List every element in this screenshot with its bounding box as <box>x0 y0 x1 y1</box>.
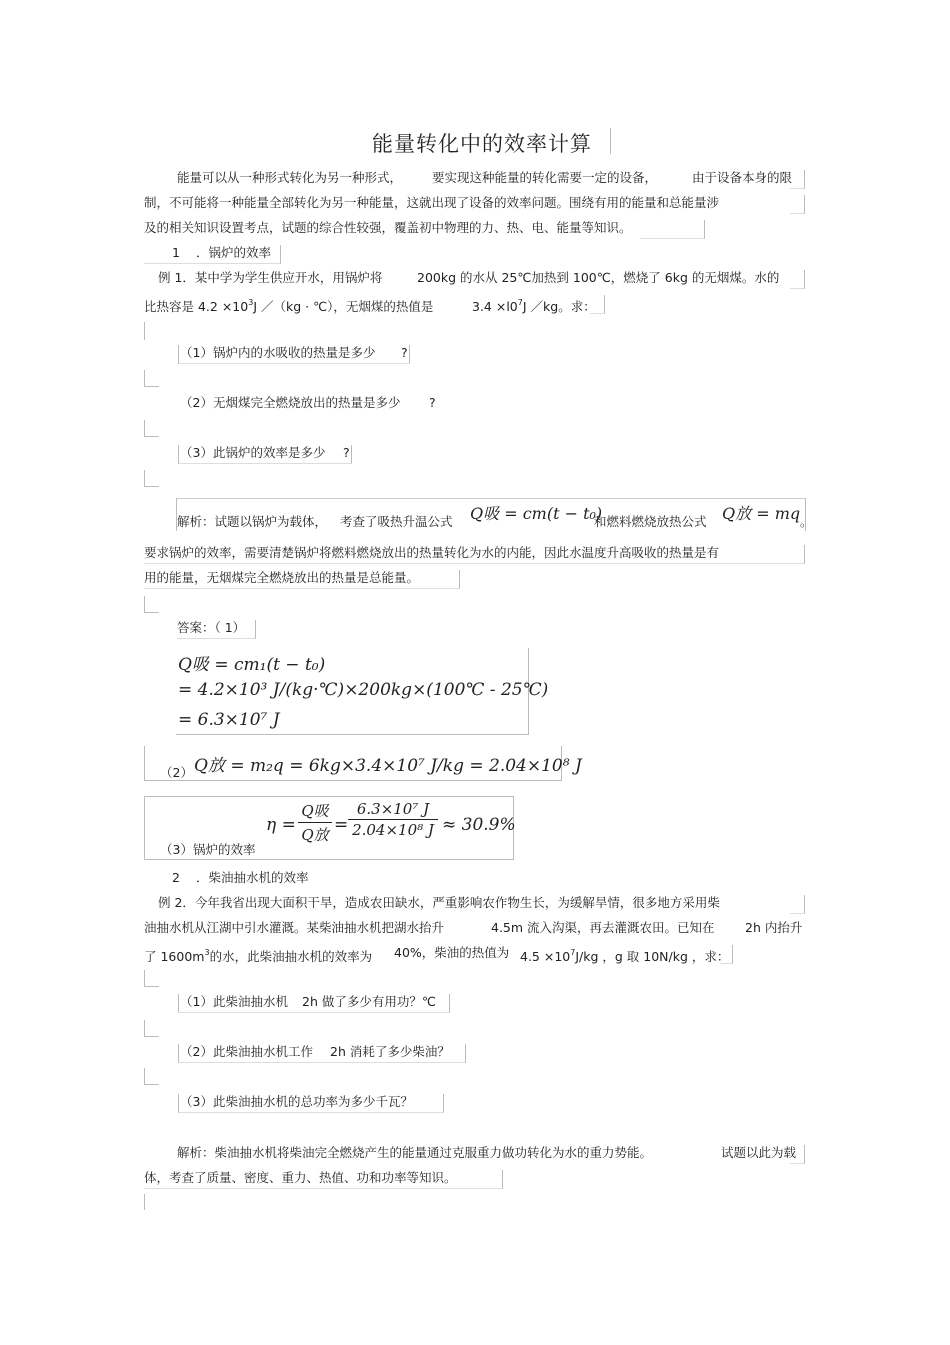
question1-1-mark: ? <box>401 345 408 360</box>
line-frame <box>144 545 805 564</box>
question1-2-mark: ? <box>429 395 436 410</box>
exp-7: 7 <box>517 298 523 307</box>
fraction-q-den: Q放 <box>301 826 329 844</box>
section1-heading: ．锅炉的效率 <box>196 245 272 260</box>
example1-line2-a: 比热容是 4.2 ×10 <box>144 299 249 314</box>
fraction-q <box>298 800 332 845</box>
question2-2-a: （2）此柴油抽水机工作 <box>180 1044 313 1059</box>
example2-line3-a: 了 $1600m^3$的水，此柴油抽水机的效率为 <box>144 948 373 964</box>
line-frame <box>790 895 805 914</box>
analysis1-c: 和燃料燃烧放热公式 <box>594 514 707 529</box>
example2-line3-c: 40%，柴油的热值为 <box>394 945 510 960</box>
fraction-q-num: Q吸 <box>301 802 329 820</box>
answer-label: 答案：（ 1） <box>177 620 246 635</box>
line-frame <box>144 1170 503 1189</box>
example2-line2-a: 油抽水机从江湖中引水灌溉。某柴油抽水机把湖水抬升 <box>144 920 445 935</box>
margin-tick <box>144 420 159 437</box>
question2-1-b: 2h 做了多少有用功？℃ <box>302 994 436 1009</box>
exp-3: 3 <box>204 948 210 957</box>
answer1-line2: = 4.2×10³ J/(kg·℃)×200kg×(100℃ - 25℃) <box>178 680 549 700</box>
example2-line1: 例 2．今年我省出现大面积干旱，造成农田缺水，严重影响农作物生长，为缓解旱情，很多地方采用柴 <box>158 895 720 910</box>
intro-line2: 制，不可能将一种能量全部转化为另一种能量，这就出现了设备的效率问题。围绕有用的能量和总能量涉 <box>144 195 720 210</box>
line-frame <box>640 220 705 239</box>
fraction-values <box>348 800 438 839</box>
intro-line1-c: 由于设备本身的限 <box>692 170 793 185</box>
line-frame <box>720 945 733 964</box>
line-frame <box>790 195 805 214</box>
analysis2-line2: 体，考查了质量、密度、重力、热值、功和功率等知识。 <box>144 1170 457 1185</box>
formula-release: Q放 = mq <box>722 504 801 523</box>
example1-line2 <box>144 295 433 315</box>
intro-line1-a: 能量可以从一种形式转化为另一种形式， <box>177 170 403 185</box>
line-frame <box>178 1094 444 1113</box>
example2-line2-c: 2h 内抬升 <box>745 920 803 935</box>
fraction-bar <box>298 822 332 823</box>
line-frame <box>178 1044 466 1063</box>
question2-1-a: （1）此柴油抽水机 <box>180 994 288 1009</box>
line-frame <box>790 1145 805 1164</box>
analysis1-b: 考查了吸热升温公式 <box>340 514 453 529</box>
margin-tick <box>144 322 159 340</box>
section2-heading: ．柴油抽水机的效率 <box>196 870 309 885</box>
answer1-line3: = 6.3×10⁷ J <box>178 710 280 730</box>
analysis1-a: 解析：试题以锅炉为载体， <box>177 514 328 529</box>
line-frame <box>178 445 352 464</box>
line-frame <box>144 570 460 589</box>
analysis2-b: 试题以此为载 <box>721 1145 797 1160</box>
answer2-label: （2） <box>160 765 193 780</box>
line-frame <box>790 270 805 289</box>
example2-line2-b: 4.5m 流入沟渠，再去灌溉农田。已知在 <box>491 920 715 935</box>
line-frame <box>177 620 256 639</box>
margin-tick <box>144 970 159 987</box>
line-frame <box>590 295 605 314</box>
page-title: 能量转化中的效率计算 <box>372 132 592 156</box>
example1-line1-a: 例 1．某中学为学生供应开水，用锅炉将 <box>158 270 383 285</box>
exp-7: 7 <box>570 948 576 957</box>
answer3-label: （3）锅炉的效率 <box>160 842 256 857</box>
margin-tick <box>144 1020 159 1037</box>
question2-2-b: 2h 消耗了多少柴油？ <box>330 1044 450 1059</box>
analysis1-line3: 用的能量，无烟煤完全燃烧放出的热量是总能量。 <box>144 570 420 585</box>
analysis2-a: 解析：柴油抽水机将柴油完全燃烧产生的能量通过克服重力做功转化为水的重力势能。 <box>177 1145 653 1160</box>
line-frame <box>178 994 450 1013</box>
fraction-values-num: 6.3×10⁷ J <box>356 800 430 818</box>
answer3-result: ≈ 30.9% <box>442 815 516 835</box>
example1-line2-c: $3.4 \times l0^7J$ ／kg。求： <box>472 298 596 314</box>
intro-line1-b: 要实现这种能量的转化需要一定的设备， <box>432 170 658 185</box>
line-frame <box>790 170 805 189</box>
section1-number: 1 <box>172 245 180 260</box>
intro-line3: 及的相关知识设置考点，试题的综合性较强，覆盖初中物理的力、热、电、能量等知识。 <box>144 220 632 235</box>
question1-2: （2）无烟煤完全燃烧放出的热量是多少 <box>180 395 401 410</box>
line-frame <box>178 345 410 364</box>
analysis1-dot: 。 <box>800 514 813 529</box>
exp-3: 3 <box>248 298 254 307</box>
example2-line3-d: $4.5 \times 10^7J/kg$ ，g 取 10N/kg ，求： <box>520 948 730 964</box>
title-frame <box>600 128 611 154</box>
formula-absorb: Q吸 = cm(t − t₀) <box>470 504 603 523</box>
question1-3-mark: ? <box>343 445 350 460</box>
answer2-formula: Q放 = m₂q = 6kg×3.4×10⁷ J/kg = 2.04×10⁸ J <box>194 756 582 776</box>
example1-line2-b: J ／（kg · ℃），无烟煤的热值是 <box>253 299 434 314</box>
section2-number: 2 <box>172 870 180 885</box>
margin-tick <box>144 1068 159 1085</box>
margin-tick <box>144 596 159 613</box>
line-frame <box>144 245 281 264</box>
answer1-line1: Q吸 = cm₁(t − t₀) <box>178 655 326 675</box>
equals-sign: = <box>334 815 349 835</box>
fraction-values-den: 2.04×10⁸ J <box>352 821 434 839</box>
question1-1: （1）锅炉内的水吸收的热量是多少 <box>180 345 376 360</box>
margin-tick <box>144 1194 159 1210</box>
question1-3: （3）此锅炉的效率是多少 <box>180 445 326 460</box>
margin-tick <box>144 370 159 387</box>
analysis1-line2: 要求锅炉的效率，需要清楚锅炉将燃料燃烧放出的热量转化为水的内能，因此水温度升高吸收的热量是有 <box>144 545 720 560</box>
eta-symbol: η = <box>266 815 296 835</box>
fraction-bar <box>348 819 438 820</box>
question2-3: （3）此柴油抽水机的总功率为多少千瓦？ <box>180 1094 413 1109</box>
example1-line1-b: 200kg 的水从 25℃加热到 100℃，燃烧了 6kg 的无烟煤。水的 <box>417 270 780 285</box>
margin-tick <box>144 470 159 487</box>
